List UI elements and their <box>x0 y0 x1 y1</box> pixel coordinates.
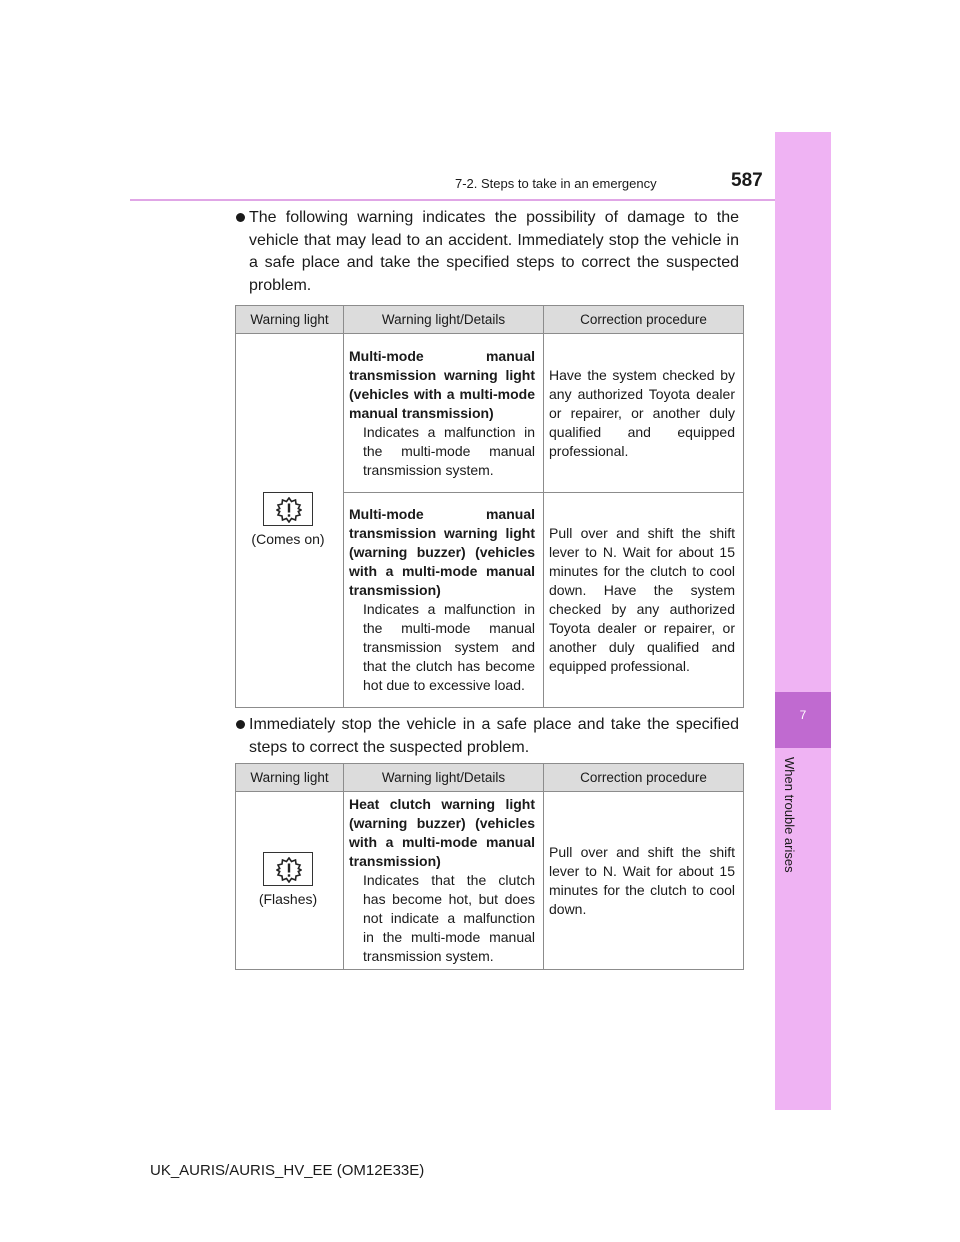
detail-title: Heat clutch warning light (warning buzzer) (vehicles with a multi-mode manual transmission) <box>349 796 535 869</box>
correction-cell <box>544 493 744 708</box>
warning-table-2 <box>235 763 744 970</box>
details-cell <box>344 493 544 708</box>
detail-title: Multi-mode manual transmission warning light (warning buzzer) (vehicles with a multi-mode manual transmission) <box>349 506 535 598</box>
warning-light-cell <box>236 334 344 708</box>
document-footer: UK_AURIS/AURIS_HV_EE (OM12E33E) <box>150 1162 425 1179</box>
detail-body: Indicates a malfunction in the multi-mode manual transmission system and that the clutch has become hot due to excessive load. <box>363 601 535 693</box>
bullet-dot-icon <box>236 213 245 222</box>
bullet-text: Immediately stop the vehicle in a safe place and take the specified steps to correct the suspected problem. <box>249 716 739 756</box>
correction-text: Pull over and shift the shift lever to N. Wait for about 15 minutes for the clutch to cool down. <box>549 843 735 917</box>
correction-text: Pull over and shift the shift lever to N. Wait for about 15 minutes for the clutch to cool down. Have the system checked by any authorized Toyota dealer or repairer, or another duly qualified and equipped professional. <box>549 525 735 674</box>
detail-body: Indicates a malfunction in the multi-mode manual transmission system. <box>363 423 535 478</box>
header-correction: Correction procedure <box>544 764 744 792</box>
transmission-warning-icon <box>263 492 313 526</box>
bullet-text: The following warning indicates the possibility of damage to the vehicle that may lead to an accident. Immediately stop the vehicle in a safe place and take the specified steps to correct the suspected problem. <box>249 209 739 294</box>
page-number: 587 <box>731 170 763 191</box>
detail-title: Multi-mode manual transmission warning light (vehicles with a multi-mode manual transmission) <box>349 347 535 421</box>
bullet-item-1 <box>236 207 739 297</box>
bullet-dot-icon <box>236 720 245 729</box>
header-divider <box>130 199 831 201</box>
chapter-number: 7 <box>799 708 807 722</box>
header-details: Warning light/Details <box>344 306 544 334</box>
light-state: (Comes on) <box>251 531 325 547</box>
light-state: (Flashes) <box>258 891 318 907</box>
header-warning-light: Warning light <box>236 764 344 792</box>
correction-cell <box>544 792 744 970</box>
details-cell <box>344 334 544 493</box>
bullet-item-2 <box>236 714 739 760</box>
header-details: Warning light/Details <box>344 764 544 792</box>
details-cell <box>344 792 544 970</box>
chapter-side-tab <box>775 132 831 1110</box>
correction-text: Have the system checked by any authorized Toyota dealer or repairer, or another duly qualified and equipped professional. <box>549 366 735 459</box>
transmission-warning-icon <box>263 852 313 886</box>
chapter-title: When trouble arises <box>782 757 797 873</box>
header-correction: Correction procedure <box>544 306 744 334</box>
section-title: 7-2. Steps to take in an emergency <box>455 176 657 191</box>
warning-light-cell <box>236 792 344 970</box>
correction-cell <box>544 334 744 493</box>
warning-table-1 <box>235 305 744 708</box>
header-warning-light: Warning light <box>236 306 344 334</box>
detail-body: Indicates that the clutch has become hot, but does not indicate a malfunction in the multi-mode manual transmission system. <box>363 872 535 964</box>
